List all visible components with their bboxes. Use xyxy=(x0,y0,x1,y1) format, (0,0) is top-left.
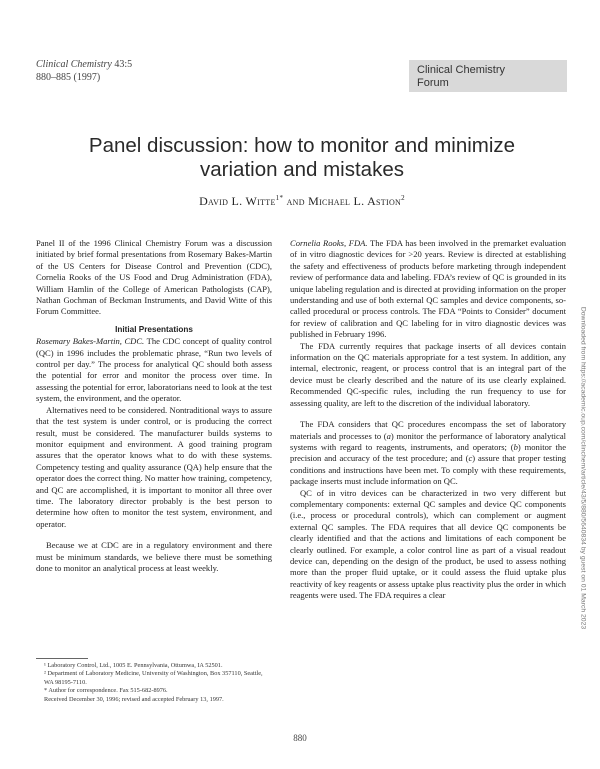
speaker-cdc: Rosemary Bakes-Martin, CDC. xyxy=(36,336,145,347)
footnote-4: Received December 30, 1996; revised and accepted February 13, 1997. xyxy=(44,695,224,703)
section-label-line1: Clinical Chemistry xyxy=(417,64,506,76)
download-watermark: Downloaded from https://academic.oup.com/clinchem/article/43/5/880/5640834 by guest on 01 March 2023 xyxy=(579,306,587,630)
paragraph-gap xyxy=(290,409,566,419)
intro-paragraph: Panel II of the 1996 Clinical Chemistry Forum was a discussion initiated by brief formal presentations from Rosemary Bakes-Martin of the US Centers for Disease Control and Prevention (CDC), Cornelia Rooks of the US Food and Drug Administration (FDA), William Hamlin of the College of American Pathologists (CAP), Nathan Gochman of Beckman Instruments, and David Witte of this Forum Committee. xyxy=(36,238,272,317)
author-conjunction: and xyxy=(283,194,309,208)
volume-issue: 43:5 xyxy=(114,59,133,70)
footnotes xyxy=(36,662,272,704)
fda-text-3b: ) monitor the performance of laboratory analytical systems with regard to reagents, instruments, and operators; ( xyxy=(290,430,566,452)
author-1: David L. Witte xyxy=(199,194,276,208)
title-line1: Panel discussion: how to monitor and minimize xyxy=(88,134,516,157)
section-label-line2: Forum xyxy=(417,77,449,89)
paragraph-gap xyxy=(36,530,272,540)
author-1-affiliation: 1* xyxy=(275,194,284,202)
list-marker-b: b xyxy=(513,441,518,452)
section-heading: Initial Presentations xyxy=(115,324,193,334)
fda-paragraph-4: QC of in vitro devices can be characterized in two very different but complementary components: external QC samples and device QC components (i.e., process or procedural controls), which can complement or augment external QC samples. The FDA requires that all device QC components be clearly identified and that the actions and limitations of each component be clearly outlined. For example, a color control line as part of a visual readout device can, depending on the design of the product, be used to assess nothing more than the proper fluid uptake, or it could assess the fluid uptake plus reactivity of key reagents or assess uptake plus reactivity plus the order in which reagents were used. The FDA requires a clear xyxy=(290,487,566,601)
right-column xyxy=(290,238,566,602)
footnote-2: ² Department of Laboratory Medicine, University of Washington, Box 357110, Seattle, WA 98195-7110. xyxy=(44,670,263,686)
fda-text-3d: ) assure that proper testing conditions and instructions have been met. To comply with these requirements, package inserts must include information on QC. xyxy=(290,453,566,487)
cdc-paragraph-3: Because we at CDC are in a regulatory environment and there must be minimum standards, we believe there must be something done to monitor an analytical process at least weekly. xyxy=(36,540,272,573)
footnote-3: * Author for correspondence. Fax 515-682-8976. xyxy=(44,687,168,695)
footnote-rule xyxy=(36,658,88,659)
pages-year: 880–885 (1997) xyxy=(36,72,101,83)
section-label-box xyxy=(409,60,567,92)
speaker-fda: Cornelia Rooks, FDA. xyxy=(290,238,368,248)
list-marker-a: a xyxy=(386,430,391,441)
author-2: Michael L. Astion xyxy=(308,194,402,208)
fda-text-1: The FDA has been involved in the premarket evaluation of in vitro diagnostic devices for >20 years. Review is directed at establishing the safety and effectiveness of products before marketing through independent review of performance data and labeling. FDA’s review of QC is grounded in its unique labeling regulation and is directed at providing information on the proper understanding and use of both external QC samples and device components, so-called procedural or process controls. The FDA “Points to Consider” document for review of calibration and QC labeling for in vitro diagnostic devices was published in February 1996. xyxy=(290,238,566,340)
author-2-affiliation: 2 xyxy=(401,194,405,202)
article-title xyxy=(36,134,568,182)
journal-citation xyxy=(36,58,132,84)
left-column xyxy=(36,238,272,574)
author-list xyxy=(36,194,568,209)
fda-paragraph-1 xyxy=(290,238,566,341)
fda-paragraph-3 xyxy=(290,419,566,487)
page-number: 880 xyxy=(293,733,307,743)
fda-text-3c: ) monitor the precision and accuracy of the test procedure; and ( xyxy=(290,441,566,464)
title-line2: variation and mistakes xyxy=(200,158,404,181)
cdc-paragraph-1 xyxy=(36,336,272,404)
fda-text-3a: The FDA considers that QC procedures encompass the set of laboratory materials and processes to ( xyxy=(290,419,566,441)
journal-name: Clinical Chemistry xyxy=(36,59,112,70)
fda-paragraph-2: The FDA currently requires that package inserts of all devices contain information on the QC materials appropriate for a test system. In addition, any internal, electronic, reagent, or process control that is an integral part of the device must be clearly described and the nature of its use clearly explained. Recommended QC-specific rules, including the run frequency to use for assessing quality, are left to the discretion of the individual laboratory. xyxy=(290,340,566,408)
list-marker-c: c xyxy=(468,453,473,464)
cdc-text-1: The CDC concept of quality control (QC) in 1996 includes the problematic phrase, “Run two levels of control per day.” The process for analytical QC should both assess the potential for error and monitor the process over time. In assessing the potential for error, laboratorians need to look at the test system, the environment, and the operator. xyxy=(36,336,273,404)
footnote-1: ¹ Laboratory Control, Ltd., 1005 E. Pennsylvania, Ottumwa, IA 52501. xyxy=(44,662,223,669)
cdc-paragraph-2: Alternatives need to be considered. Nontraditional ways to assure that the test system is under control, or is producing the correct result, must be considered. The manufacturer builds systems to monitor equipment and environment. A good training program assures that the operator knows what to do with these systems. Competency testing and quality assurance (QA) help ensure that the operator does the correct thing. No matter how training, competency, and QC are accomplished, it is important to monitor all three over time. The laboratory director probably is the best person to determine how often to monitor the test system, environment, and operator. xyxy=(36,404,272,529)
